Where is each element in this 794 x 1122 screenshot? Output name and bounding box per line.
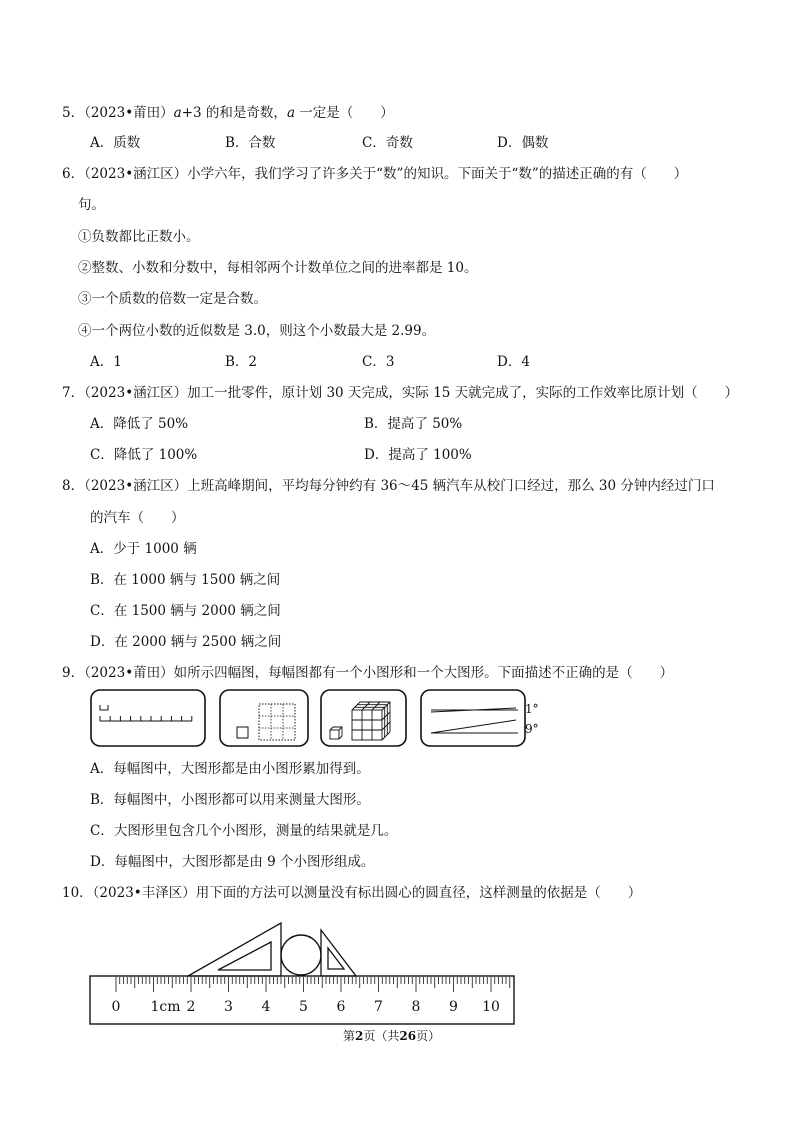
q6-stem-line1: 6．（2023•涵江区）小学六年，我们学习了许多关于“数”的知识。下面关于“数”的描述正确的有（ ） <box>62 166 688 182</box>
ruler-label: 10 <box>482 999 500 1015</box>
q6-item-2: ②整数、小数和分数中，每相邻两个计数单位之间的进率都是 10。 <box>78 260 478 276</box>
ruler-labels <box>112 999 500 1015</box>
ruler-label: 1cm <box>150 999 181 1015</box>
ruler-label: 2 <box>186 999 196 1015</box>
ruler-label: 0 <box>111 999 121 1015</box>
ruler-ticks <box>116 977 510 992</box>
q5-mid: +3 的和是奇数， <box>181 105 287 121</box>
q9-panel-area <box>220 690 308 746</box>
q8-option-c[interactable]: C．在 1500 辆与 2000 辆之间 <box>90 603 281 619</box>
circle <box>281 935 321 975</box>
q5-stem <box>62 104 394 122</box>
q10-figure <box>88 920 528 1028</box>
q9-option-c[interactable]: C．大图形里包含几个小图形，测量的结果就是几。 <box>90 823 398 839</box>
page-footer <box>343 1027 440 1044</box>
q5-option-c[interactable]: C．奇数 <box>362 135 413 151</box>
q5-var-a-2: a <box>286 105 295 121</box>
q9-panel-length <box>91 690 205 746</box>
ruler-label: 9 <box>449 999 458 1015</box>
q9-option-a[interactable]: A．每幅图中，大图形都是由小图形累加得到。 <box>90 761 370 777</box>
right-triangle-ruler <box>321 930 356 976</box>
q5-option-d[interactable]: D．偶数 <box>497 135 549 151</box>
q9-figures <box>88 688 528 750</box>
q8-stem-line2: 的汽车（ ） <box>90 510 185 526</box>
q9-angle-1-label: 1° <box>525 702 539 716</box>
footer-mid: 页（共 <box>363 1029 400 1043</box>
q10-stem: 10．（2023•丰泽区）用下面的方法可以测量没有标出圆心的圆直径，这样测量的依据是（ ） <box>62 885 642 901</box>
q7-option-d[interactable]: D．提高了 100% <box>364 447 472 463</box>
ruler-label: 8 <box>411 999 421 1015</box>
q5-var-a: a <box>173 105 182 121</box>
q9-stem: 9．（2023•莆田）如所示四幅图，每幅图都有一个小图形和一个大图形。下面描述不正确的是（ ） <box>62 665 674 681</box>
q9-panel-volume <box>321 690 406 746</box>
q5-suffix: 一定是（ ） <box>295 105 394 121</box>
footer-post: 页） <box>416 1029 441 1043</box>
q5-prefix: 5．（2023•莆田） <box>62 105 174 121</box>
q9-panel-angle <box>421 690 525 746</box>
q9-option-b[interactable]: B．每幅图中，小图形都可以用来测量大图形。 <box>90 792 370 808</box>
q7-stem: 7．（2023•涵江区）加工一批零件，原计划 30 天完成，实际 15 天就完成了，实际的工作效率比原计划（ ） <box>62 385 739 401</box>
ruler-label: 4 <box>261 999 271 1015</box>
q8-option-a[interactable]: A．少于 1000 辆 <box>90 541 197 557</box>
q6-option-d[interactable]: D．4 <box>497 354 530 370</box>
q6-stem-line2: 句。 <box>78 197 105 213</box>
ruler-label: 6 <box>336 999 346 1015</box>
q6-option-b[interactable]: B．2 <box>225 354 258 370</box>
q6-item-1: ①负数都比正数小。 <box>78 229 200 245</box>
footer-pre: 第 <box>343 1029 356 1043</box>
q6-option-a[interactable]: A．1 <box>90 354 122 370</box>
left-triangle-ruler <box>188 923 281 976</box>
q7-option-c[interactable]: C．降低了 100% <box>90 447 198 463</box>
q8-option-b[interactable]: B．在 1000 辆与 1500 辆之间 <box>90 572 281 588</box>
ruler-label: 3 <box>224 999 233 1015</box>
q9-angle-9-label: 9° <box>525 722 539 736</box>
q5-option-b[interactable]: B．合数 <box>225 135 276 151</box>
q9-option-d[interactable]: D．每幅图中，大图形都是由 9 个小图形组成。 <box>90 854 375 870</box>
q7-option-a[interactable]: A．降低了 50% <box>90 416 189 432</box>
q6-item-3: ③一个质数的倍数一定是合数。 <box>78 291 267 307</box>
q5-option-a[interactable]: A．质数 <box>90 135 141 151</box>
q7-option-b[interactable]: B．提高了 50% <box>364 416 463 432</box>
q8-option-d[interactable]: D．在 2000 辆与 2500 辆之间 <box>90 634 282 650</box>
q6-item-4: ④一个两位小数的近似数是 3.0，则这个小数最大是 2.99。 <box>78 323 436 339</box>
footer-page-number: 2 <box>355 1029 364 1043</box>
footer-total-pages: 26 <box>399 1029 417 1043</box>
ruler-label: 7 <box>374 999 383 1015</box>
ruler-label: 5 <box>299 999 308 1015</box>
q6-option-c[interactable]: C．3 <box>362 354 395 370</box>
q8-stem-line1: 8．（2023•涵江区）上班高峰期间，平均每分钟约有 36～45 辆汽车从校门口经过，那么 30 分钟内经过门口 <box>62 478 715 494</box>
